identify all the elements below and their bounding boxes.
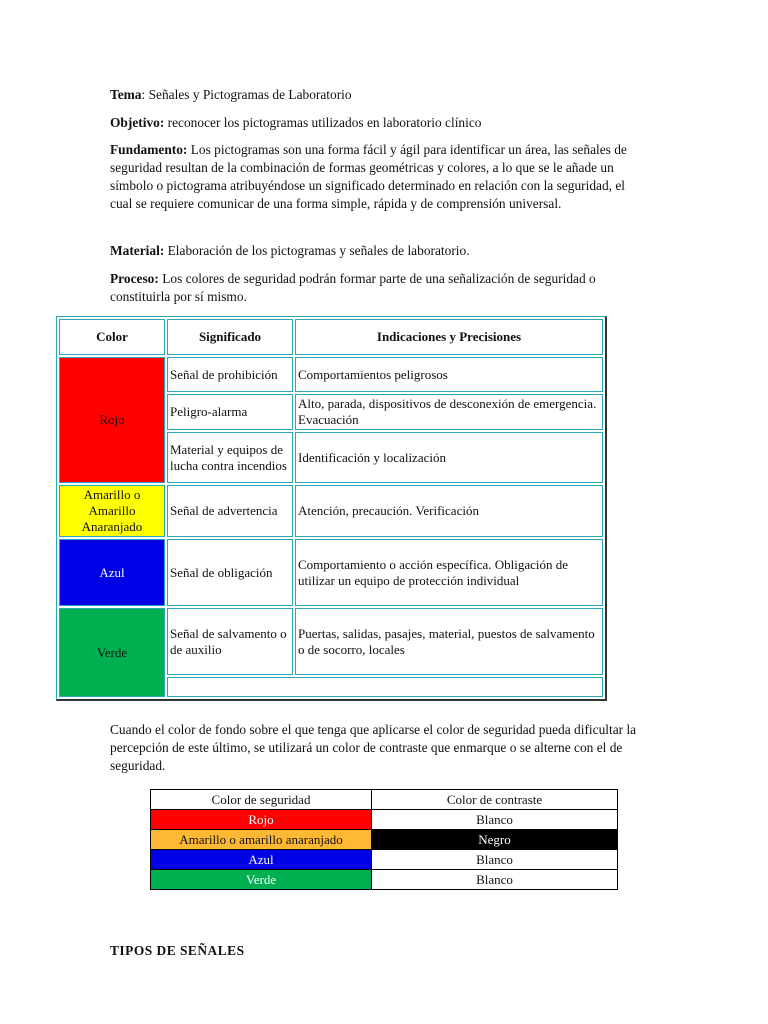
seguridad-cell-azul: Azul: [151, 850, 372, 870]
seguridad-cell-verde: Verde: [151, 870, 372, 890]
section-heading: TIPOS DE SEÑALES: [110, 943, 245, 958]
material-text: Elaboración de los pictogramas y señales de laboratorio.: [164, 243, 470, 258]
proceso-label: Proceso:: [110, 271, 159, 286]
fundamento-label: Fundamento:: [110, 142, 188, 157]
fundamento-text: Los pictogramas son una forma fácil y ágil para identificar un área, las señales de seguridad resultan de la combinación de formas geométricas y colores, a lo que se le añade un símbolo o pictograma atribuyéndose un significado determinado en relación con la seguridad, el cual se requiere comunicar de una forma simple, rápida y de comprensión universal.: [110, 142, 627, 211]
empty-cell: [167, 677, 603, 697]
table-row: [59, 357, 603, 392]
significado-cell: Señal de prohibición: [167, 357, 293, 392]
proceso-paragraph: [110, 270, 610, 306]
indicaciones-cell: Atención, precaución. Verificación: [295, 485, 603, 537]
indicaciones-cell: Comportamientos peligrosos: [295, 357, 603, 392]
indicaciones-cell: Identificación y localización: [295, 432, 603, 483]
seguridad-cell-rojo: Rojo: [151, 810, 372, 830]
table-row: [59, 485, 603, 537]
color-cell-rojo: Rojo: [59, 357, 165, 483]
tema-line: [110, 86, 646, 104]
contrast-colors-table: [150, 789, 618, 890]
objetivo-text: reconocer los pictogramas utilizados en laboratorio clínico: [164, 115, 482, 130]
indicaciones-cell: Puertas, salidas, pasajes, material, puestos de salvamento o de socorro, locales: [295, 608, 603, 675]
contrast-paragraph: Cuando el color de fondo sobre el que tenga que aplicarse el color de seguridad pueda dificultar la percepción de este último, se utilizará un color de contraste que enmarque o se alterne con el de seguridad.: [110, 722, 637, 773]
table-row: [151, 830, 618, 850]
color-cell-verde: Verde: [59, 608, 165, 697]
significado-cell: Señal de salvamento o de auxilio: [167, 608, 293, 675]
header-color: Color: [59, 319, 165, 355]
table-row: [59, 608, 603, 675]
contraste-cell: Negro: [372, 830, 618, 850]
tema-label: Tema: [110, 87, 142, 102]
table-row: [151, 850, 618, 870]
color-cell-azul: Azul: [59, 539, 165, 606]
proceso-text: Los colores de seguridad podrán formar parte de una señalización de seguridad o constituirla por sí mismo.: [110, 271, 596, 304]
fundamento-paragraph: [110, 141, 646, 213]
contraste-cell: Blanco: [372, 850, 618, 870]
objetivo-line: [110, 114, 646, 132]
significado-cell: Señal de advertencia: [167, 485, 293, 537]
table-row: [59, 539, 603, 606]
table-row: [151, 810, 618, 830]
significado-cell: Peligro-alarma: [167, 394, 293, 430]
contraste-cell: Blanco: [372, 810, 618, 830]
safety-colors-table: [56, 316, 607, 701]
indicaciones-cell: Comportamiento o acción específica. Obligación de utilizar un equipo de protección individual: [295, 539, 603, 606]
significado-cell: Material y equipos de lucha contra incendios: [167, 432, 293, 483]
indicaciones-cell: Alto, parada, dispositivos de desconexión de emergencia. Evacuación: [295, 394, 603, 430]
header-color-seguridad: Color de seguridad: [151, 790, 372, 810]
contraste-cell: Blanco: [372, 870, 618, 890]
material-label: Material:: [110, 243, 165, 258]
tema-text: : Señales y Pictogramas de Laboratorio: [141, 87, 352, 102]
color-cell-amarillo: Amarillo o Amarillo Anaranjado: [59, 485, 165, 537]
header-indicaciones: Indicaciones y Precisiones: [295, 319, 603, 355]
seguridad-cell-amarillo: Amarillo o amarillo anaranjado: [151, 830, 372, 850]
table-row: [151, 870, 618, 890]
significado-cell: Señal de obligación: [167, 539, 293, 606]
header-color-contraste: Color de contraste: [372, 790, 618, 810]
contrast-header-row: [151, 790, 618, 810]
header-significado: Significado: [167, 319, 293, 355]
material-line: [110, 242, 646, 260]
table-header-row: [59, 319, 603, 355]
objetivo-label: Objetivo:: [110, 115, 165, 130]
